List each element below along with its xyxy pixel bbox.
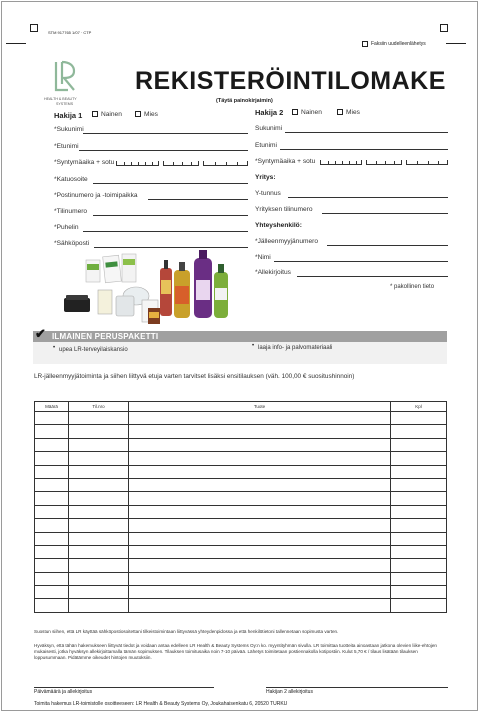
order-table-row (35, 465, 447, 478)
col-product: Tuote (129, 402, 391, 412)
applicant1-street-label: *Katuosoite (54, 176, 88, 183)
applicant1-female-label: Nainen (101, 111, 122, 118)
applicant1-phone-label: *Puhelin (54, 224, 79, 231)
order-table-cell[interactable] (69, 505, 129, 518)
col-order-number: Til.nro (69, 402, 129, 412)
page-title: REKISTERÖINTILOMAKE (135, 67, 446, 95)
form-code: STM 917765 1/07 · CTP (48, 30, 92, 35)
order-table-row (35, 559, 447, 572)
order-table-cell[interactable] (35, 505, 69, 518)
applicant2-male-label: Mies (346, 109, 360, 116)
order-table-row (35, 478, 447, 491)
order-table-row (35, 505, 447, 518)
starter-item-1: upea LR-terveyilaiskansio (59, 347, 128, 353)
order-table-cell[interactable] (69, 559, 129, 572)
order-table-cell[interactable] (391, 465, 447, 478)
applicant1-firstname-label: *Etunimi (54, 143, 79, 150)
order-table-cell[interactable] (129, 505, 391, 518)
order-table-cell[interactable] (35, 545, 69, 558)
order-table-cell[interactable] (69, 519, 129, 532)
order-table-cell[interactable] (391, 492, 447, 505)
col-amount: Kpl (391, 402, 447, 412)
check-icon: ✔ (35, 326, 46, 341)
order-table-cell[interactable] (35, 452, 69, 465)
order-table-cell[interactable] (391, 452, 447, 465)
order-table-cell[interactable] (69, 465, 129, 478)
order-table-row (35, 545, 447, 558)
applicant1-account-label: *Tilinumero (54, 208, 88, 215)
crop-line-left (6, 43, 26, 44)
order-table-cell[interactable] (69, 452, 129, 465)
order-table-row (35, 532, 447, 545)
order-table-cell[interactable] (35, 412, 69, 425)
applicant1-postal-label: *Postinumero ja -toimipaikka (54, 192, 138, 199)
order-table-cell[interactable] (391, 478, 447, 491)
consent-text: Suostun siihen, että LR käyttää sähköpostiosoitettani tilkeistoimintaan liittyvässä yhteydenpidossa ja että henkilötietoni tallennetaan sopimusta varten. (34, 629, 339, 634)
order-table-cell[interactable] (35, 572, 69, 585)
order-table-cell[interactable] (391, 425, 447, 438)
order-table-cell[interactable] (129, 492, 391, 505)
order-table-cell[interactable] (69, 545, 129, 558)
order-table-cell[interactable] (69, 425, 129, 438)
applicant2-birth-segment (366, 160, 402, 165)
order-table-cell[interactable] (69, 412, 129, 425)
order-table (34, 401, 447, 613)
order-table-cell[interactable] (35, 438, 69, 451)
applicant1-street-field[interactable] (93, 183, 248, 184)
order-table-row (35, 438, 447, 451)
order-table-body (35, 412, 447, 613)
contact-signature-field[interactable] (297, 276, 448, 277)
order-table-cell[interactable] (35, 519, 69, 532)
order-table-cell[interactable] (129, 559, 391, 572)
contact-heading: Yhteyshenkilö: (255, 222, 302, 229)
applicant1-firstname-field[interactable] (79, 150, 248, 151)
applicant1-email-label: *Sähköposti (54, 240, 90, 247)
contact-dealer-number-field[interactable] (327, 245, 448, 246)
contact-dealer-number-label: *Jälleenmyyjänumero (255, 238, 319, 245)
order-table-cell[interactable] (129, 412, 391, 425)
order-table-cell[interactable] (391, 545, 447, 558)
signature-label-left: Päivämäärä ja allekirjoitus (34, 689, 93, 695)
order-table-row (35, 519, 447, 532)
applicant1-female-checkbox[interactable] (92, 111, 98, 117)
order-table-cell[interactable] (69, 438, 129, 451)
applicant2-female-label: Nainen (301, 109, 322, 116)
order-table-cell[interactable] (35, 465, 69, 478)
applicant1-lastname-field[interactable] (83, 133, 248, 134)
applicant1-heading: Hakija 1 (54, 111, 83, 120)
order-table-cell[interactable] (129, 465, 391, 478)
lr-logo-mark (50, 60, 78, 96)
order-table-cell[interactable] (129, 599, 391, 612)
contact-signature-label: *Allekirjoitus (255, 269, 291, 276)
order-table-cell[interactable] (35, 586, 69, 599)
contact-name-field[interactable] (274, 261, 448, 262)
applicant2-birth-label: *Syntymäaika + sotu (255, 158, 316, 165)
order-table-cell[interactable] (129, 452, 391, 465)
order-table-cell[interactable] (391, 519, 447, 532)
order-table-cell[interactable] (391, 505, 447, 518)
starter-item-2-bullet: • (252, 343, 255, 349)
crop-mark-top-left (30, 24, 38, 32)
lr-logo (50, 60, 78, 96)
order-table-cell[interactable] (69, 586, 129, 599)
order-table-row (35, 586, 447, 599)
applicant2-heading: Hakija 2 (255, 108, 284, 117)
applicant1-phone-field[interactable] (83, 231, 248, 232)
order-table-cell[interactable] (129, 586, 391, 599)
order-table-cell[interactable] (129, 545, 391, 558)
order-table-cell[interactable] (35, 478, 69, 491)
terms-text: Hyväksyn, että tähän hakemukseen liittyvät tiedot ja voidaan antaa edelleen LR Health & Beauty Systems Oy:n ko. myyntityhmän sivulla. LR toimittaa tuotteita ainoastaan jatkona olevien liike-ehtojen mukaisesti, jotka hyväksyn allekirjoittamalla tämän sopimuksen. Tilauksen toimitusaika noin 7-10 päivää. Lähetys toimitetaan postiennakolla kotipostiin. Kulut 5,70 € / tilaus lisätään tilauksen loppusummaan. Pidätämme oikeudet hintojen muutoksiin. (34, 643, 437, 660)
order-table-cell[interactable] (129, 478, 391, 491)
order-table-cell[interactable] (129, 519, 391, 532)
order-table-row (35, 412, 447, 425)
applicant1-male-checkbox[interactable] (135, 111, 141, 117)
order-table-cell[interactable] (391, 572, 447, 585)
order-table-cell[interactable] (391, 559, 447, 572)
order-table-cell[interactable] (129, 532, 391, 545)
order-table-header (35, 402, 447, 412)
order-table-cell[interactable] (69, 492, 129, 505)
order-table-cell[interactable] (69, 532, 129, 545)
order-table-row (35, 452, 447, 465)
company-account-field[interactable] (322, 213, 448, 214)
applicant2-firstname-field[interactable] (280, 149, 448, 150)
col-quantity: Määrä (35, 402, 69, 412)
applicant1-birth-label: *Syntymäaika + sotu (54, 159, 115, 166)
applicant2-lastname-field[interactable] (285, 132, 448, 133)
order-table-cell[interactable] (391, 438, 447, 451)
applicant1-postal-field[interactable] (148, 199, 248, 200)
applicant2-female-checkbox[interactable] (292, 109, 298, 115)
applicant2-birth-segment (320, 160, 362, 165)
applicant1-birth-segment (116, 161, 159, 166)
order-table-cell[interactable] (69, 599, 129, 612)
applicant1-birth-segment (203, 161, 248, 166)
order-table-cell[interactable] (391, 532, 447, 545)
applicant2-lastname-label: Sukunimi (255, 125, 283, 132)
signature-label-right: Hakijan 2 allekirjoitus (266, 689, 313, 695)
company-id-field[interactable] (288, 197, 448, 198)
order-table-cell[interactable] (35, 532, 69, 545)
order-intro: LR-jälleenmyyjätoiminta ja siihen liittyvä etuja varten tarvitset lisäksi ensitilauksen (väh. 100,00 € suositushinnoin) (34, 373, 355, 380)
crop-line-right (446, 43, 466, 44)
order-table-row (35, 492, 447, 505)
applicant1-email-field[interactable] (94, 247, 248, 248)
signature-line-right[interactable] (266, 687, 448, 688)
page-subtitle: (Täytä painokirjaimin) (216, 98, 273, 104)
order-table-cell[interactable] (35, 425, 69, 438)
starter-item-2: laaja info- ja palvomateriaali (258, 345, 333, 351)
applicant1-birth-segment (163, 161, 199, 166)
applicant2-birth-segment (406, 160, 448, 165)
company-account-label: Yrityksen tilinumero (255, 206, 313, 213)
order-table-cell[interactable] (35, 599, 69, 612)
product-image (60, 250, 240, 330)
order-table-cell[interactable] (69, 478, 129, 491)
company-heading: Yritys: (255, 174, 276, 181)
order-table-cell[interactable] (35, 559, 69, 572)
fax-checkbox[interactable] (362, 41, 368, 47)
company-id-label: Y-tunnus (255, 190, 281, 197)
order-table-row (35, 599, 447, 612)
order-table-cell[interactable] (129, 572, 391, 585)
logo-tagline-2: SYSTEMS (56, 102, 74, 106)
order-table-cell[interactable] (391, 586, 447, 599)
starter-heading: ILMAINEN PERUSPAKETTI (52, 332, 159, 341)
applicant2-firstname-label: Etunimi (255, 142, 277, 149)
required-note: * pakollinen tieto (390, 284, 435, 290)
applicant2-male-checkbox[interactable] (337, 109, 343, 115)
footer-address: Toimita hakemus LR-toimistolle osoitteeseen: LR Health & Beauty Systems Oy, Joukahaisenkatu 6, 20520 TURKU (34, 701, 288, 707)
order-table-cell[interactable] (35, 492, 69, 505)
order-table-cell[interactable] (391, 412, 447, 425)
order-table-cell[interactable] (69, 572, 129, 585)
fax-option-label: Faksiin uudelleenlähetys (371, 41, 426, 47)
order-table-cell[interactable] (129, 425, 391, 438)
order-table-row (35, 425, 447, 438)
signature-line-left[interactable] (34, 687, 214, 688)
order-table-cell[interactable] (391, 599, 447, 612)
applicant1-account-field[interactable] (93, 215, 248, 216)
applicant1-male-label: Mies (144, 111, 158, 118)
order-table-cell[interactable] (129, 438, 391, 451)
order-table-row (35, 572, 447, 585)
product-image-art (60, 250, 240, 330)
applicant1-lastname-label: *Sukunimi (54, 126, 84, 133)
crop-mark-top-right (440, 24, 448, 32)
starter-item-1-bullet: • (53, 345, 56, 351)
contact-name-label: *Nimi (255, 254, 271, 261)
logo-tagline-1: HEALTH & BEAUTY (44, 97, 77, 101)
